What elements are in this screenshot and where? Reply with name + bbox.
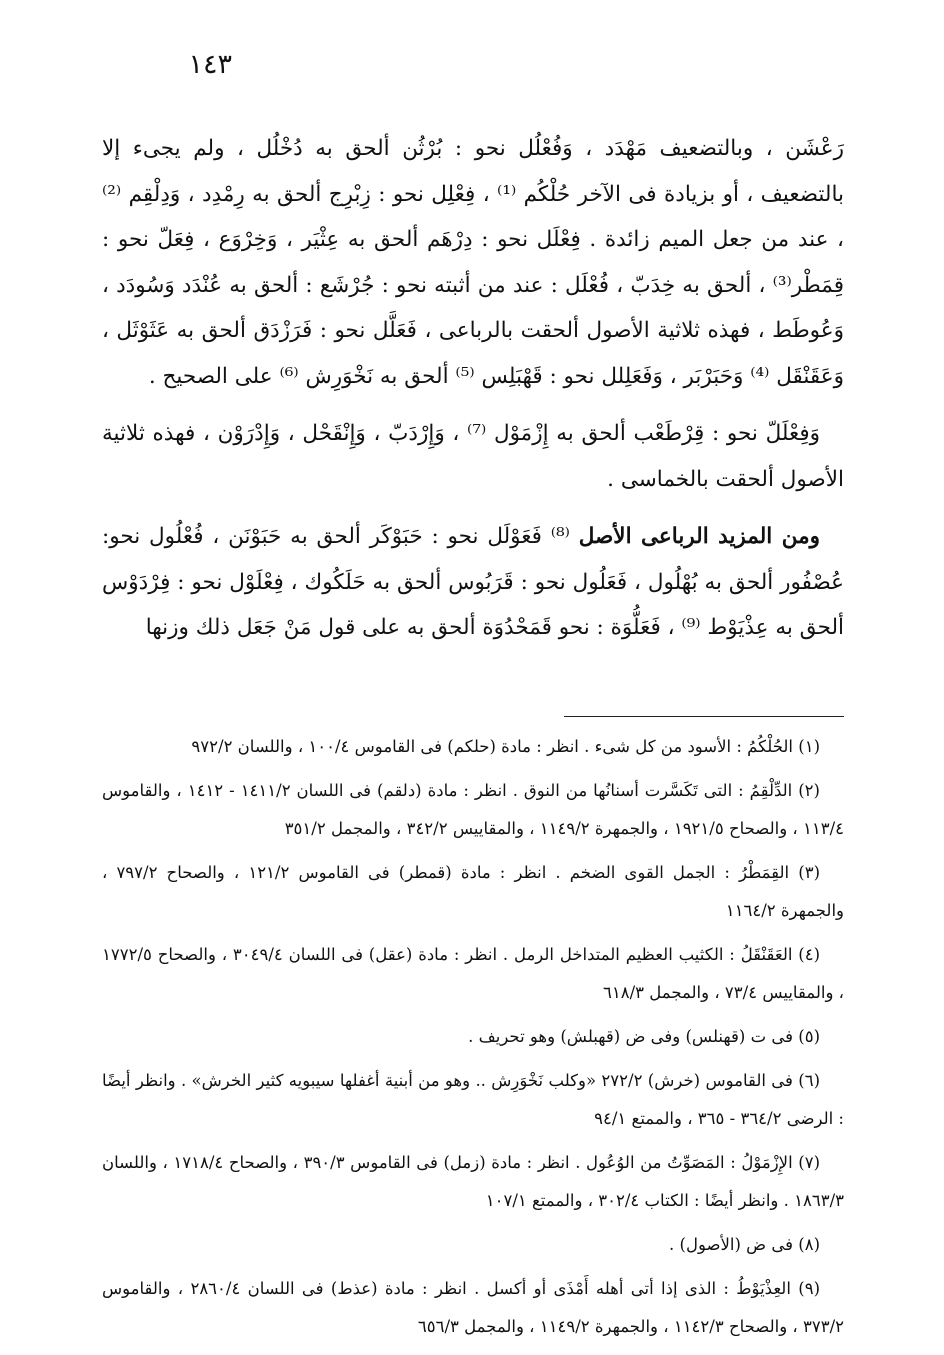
main-text <box>102 126 844 663</box>
footnote-4: (٤) العَقَنْقَلُ : الكثيب العظيم المتداخل الرمل . انظر : مادة (عقل) فى اللسان ٣٠٤٩/٤ ، والصحاح ١٧٧٢/٥ ، والمقاييس ٧٣/٤ ، والمجمل ٦١٨/٣ <box>102 945 844 1002</box>
footnote-3: (٣) القِمَطْرُ : الجمل القوى الضخم . انظر : مادة (قمطر) فى القاموس ١٢١/٢ ، والصحاح ٧٩٧/٢ ، والجمهرة ١١٦٤/٢ <box>102 863 844 920</box>
footnote-2: (٢) الدِّلْقِمُ : التى تَكَسَّرت أسنانُها من النوق . انظر : مادة (دلقم) فى اللسان ١٤١١/٢ - ١٤١٢ ، والقاموس ١١٣/٤ ، والصحاح ١٩٢١/٥ ، والجمهرة ١١٤٩/٢ ، والمقاييس ٣٤٢/٢ ، والمجمل ٣٥١/٢ <box>102 781 844 838</box>
paragraph-2: وَفِعْلَلّ نحو : قِرْطَعْب ألحق به إِزْمَوْل ⁽⁷⁾ ، وَإِرْدَبّ ، وَإِنْقَحْل ، وَإِدْرَوْن ، فهذه ثلاثية الأصول ألحقت بالخماسى . <box>102 421 844 492</box>
footnote-5: (٥) فى ت (قهنلس) وفى ض (قهبلش) وهو تحريف . <box>468 1027 820 1046</box>
footnote-8: (٨) فى ض (الأصول) . <box>669 1235 820 1254</box>
footnotes <box>102 728 844 1352</box>
page-number: ١٤٣ <box>188 49 232 80</box>
section-lead-in: ومن المزيد الرباعى الأصل <box>578 524 820 549</box>
footnote-separator <box>564 716 844 717</box>
paragraph-1: رَعْشَن ، وبالتضعيف مَهْدَد ، وَفُعْلُل نحو : بُرْثُن ألحق به دُخْلُل ، ولم يجىء إلا بالتضعيف ، أو بزيادة فى الآخر حُلْكُم ⁽¹⁾ ، فِعْلِل نحو : زِبْرِج ألحق به رِمْدِد ، وَدِلْقِم ⁽²⁾ ، عند من جعل الميم زائدة . فِعْلَل نحو : دِرْهَم ألحق به عِثْيَر ، وَخِرْوَع ، فِعَلّ نحو : قِمَطْر⁽³⁾ ، ألحق به خِدَبّ ، فُعْلَل : عند من أثبته نحو : جُرْشَع : ألحق به عُنْدَد وَسُودَد ، وَعُوطَط ، فهذه ثلاثية الأصول ألحقت بالرباعى ، فَعَلَّل نحو : فَرَزْدَق ألحق به عَثَوْثَل ، وَعَقَنْقَل ⁽⁴⁾ وَحَبَرْبَر ، وَفَعَلِلل نحو : قَهْبَلِس ⁽⁵⁾ ألحق به نَخْوَرِش ⁽⁶⁾ على الصحيح . <box>102 136 844 389</box>
footnote-9: (٩) العِذْيَوْطُ : الذى إذا أتى أهله أَمْذَى أو أكسل . انظر : مادة (عذط) فى اللسان ٢٨٦٠/٤ ، والقاموس ٣٧٣/٢ ، والصحاح ١١٤٢/٣ ، والجمهرة ١١٤٩/٢ ، والمجمل ٦٥٦/٣ <box>102 1279 844 1336</box>
footnote-6: (٦) فى القاموس (خرش) ٢٧٢/٢ «وكلب نَخْوَرِش .. وهو من أبنية أغفلها سيبويه كثير الخرش» . وانظر أيضًا : الرضى ٣٦٤/٢ - ٣٦٥ ، والممتع ٩٤/١ <box>102 1071 844 1128</box>
footnote-1: (١) الحُلْكُمُ : الأسود من كل شىء . انظر : مادة (حلكم) فى القاموس ١٠٠/٤ ، واللسان ٩٧٢/٢ <box>191 737 820 756</box>
footnote-7: (٧) الإِزْمَوْلُ : المَصَوِّتُ من الوُعُول . انظر : مادة (زمل) فى القاموس ٣٩٠/٣ ، والصحاح ١٧١٨/٤ ، واللسان ١٨٦٣/٣ . وانظر أيضًا : الكتاب ٣٠٢/٤ ، والممتع ١٠٧/١ <box>102 1153 844 1210</box>
paragraph-3: ومن المزيد الرباعى الأصل ⁽⁸⁾ فَعَوْلَل نحو : حَبَوْكَر ألحق به حَبَوْنَن ، فُعْلُول نحو: عُصْفُور ألحق به بُهْلُول ، فَعَلُول نحو : قَرَبُوس ألحق به حَلَكُوك ، فِعْلَوْل نحو : فِرْدَوْس ألحق به عِذْيَوْط ⁽⁹⁾ ، فَعَلُّوَة : نحو قَمَحْدُوَة ألحق به على قول مَنْ جَعَل ذلك وزنها <box>102 524 844 640</box>
